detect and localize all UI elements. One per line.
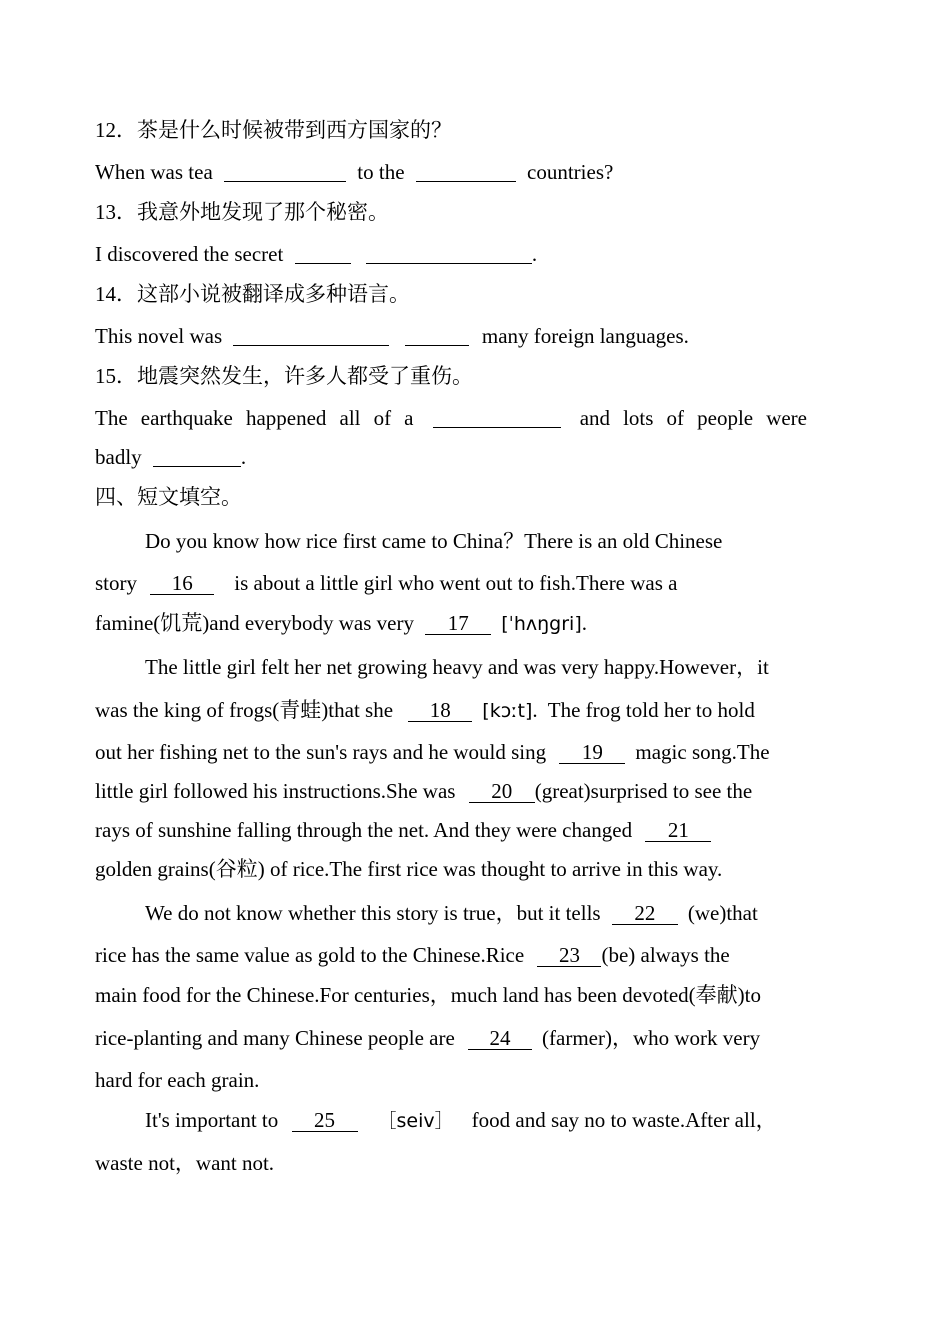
- section-title: 四、短文填空。: [95, 485, 242, 509]
- passage-text: famine(饥荒)and everybody was very 17 [ˈhʌŋgri].: [95, 611, 587, 635]
- passage-text: golden grains(谷粒) of rice.The first rice was thought to arrive in this way.: [95, 857, 723, 881]
- passage-text: out her fishing net to the sun's rays and he would sing 19 magic song.The: [95, 740, 770, 764]
- q14-blank-2[interactable]: [405, 325, 469, 346]
- q14-chinese: 这部小说被翻译成多种语言。: [137, 282, 410, 306]
- q13-blank-2[interactable]: [366, 243, 532, 264]
- q12-prompt: [95, 117, 452, 143]
- blank-21[interactable]: 21: [645, 819, 711, 842]
- passage-text: We do not know whether this story is true，but it tells 22 (we)that: [145, 901, 758, 925]
- passage-text: hard for each grain.: [95, 1068, 260, 1092]
- q14-english: This novel was many foreign languages.: [95, 324, 689, 348]
- q14-number: 14．: [95, 282, 137, 306]
- blank-23[interactable]: 23: [537, 944, 601, 967]
- blank-22[interactable]: 22: [612, 902, 678, 925]
- passage-text: rice has the same value as gold to the Chinese.Rice 23 (be) always the: [95, 943, 730, 967]
- q13-chinese: 我意外地发现了那个秘密。: [137, 200, 389, 224]
- q13-blank-1[interactable]: [295, 243, 351, 264]
- q15-english-line-1: The earthquake happened all of a and lots of people were: [95, 406, 807, 430]
- passage-text: rays of sunshine falling through the net. And they were changed 21: [95, 817, 711, 843]
- passage-text: rice-planting and many Chinese people are 24 (farmer)，who work very: [95, 1026, 761, 1050]
- q13-english: I discovered the secret .: [95, 242, 538, 266]
- q15-prompt: [95, 363, 473, 389]
- q15-number: 15．: [95, 364, 137, 388]
- passage-text: was the king of frogs(青蛙)that she 18 [kɔːt]. The frog told her to hold: [95, 698, 755, 722]
- phonetic-18: [kɔːt]: [482, 700, 533, 722]
- q15-english-line-2: badly .: [95, 445, 247, 469]
- passage-text: waste not，want not.: [95, 1151, 275, 1175]
- q14-blank-1[interactable]: [233, 325, 389, 346]
- q13-prompt: [95, 199, 389, 225]
- passage-text: story 16 is about a little girl who went out to fish.There was a: [95, 571, 678, 595]
- q12-english: When was tea to the countries?: [95, 160, 614, 184]
- passage-text: little girl followed his instructions.She was 20 (great)surprised to see the: [95, 779, 753, 803]
- passage-text: It's important to 25 ［seiv］ food and say no to waste.After all，: [145, 1108, 777, 1132]
- q15-chinese: 地震突然发生，许多人都受了重伤。: [137, 364, 473, 388]
- q12-chinese: 茶是什么时候被带到西方国家的？: [137, 118, 452, 142]
- blank-17[interactable]: 17: [425, 612, 491, 635]
- blank-16[interactable]: 16: [150, 572, 214, 595]
- blank-24[interactable]: 24: [468, 1027, 532, 1050]
- phonetic-17: [ˈhʌŋgri]: [501, 613, 582, 635]
- passage-text: main food for the Chinese.For centuries，much land has been devoted(奉献)to: [95, 983, 761, 1007]
- blank-19[interactable]: 19: [559, 741, 625, 764]
- q12-blank-2[interactable]: [416, 161, 516, 182]
- q13-number: 13．: [95, 200, 137, 224]
- passage-text: The little girl felt her net growing heavy and was very happy.However，it: [145, 655, 769, 679]
- blank-18[interactable]: 18: [408, 699, 472, 722]
- blank-25[interactable]: 25: [292, 1109, 358, 1132]
- blank-20[interactable]: 20: [469, 780, 535, 803]
- q12-blank-1[interactable]: [224, 161, 346, 182]
- phonetic-25: ［seiv］: [377, 1110, 454, 1132]
- q14-prompt: [95, 281, 410, 307]
- passage-text: Do you know how rice first came to China？There is an old Chinese: [145, 529, 723, 553]
- q15-blank-1[interactable]: [433, 407, 561, 428]
- q15-blank-2[interactable]: [153, 446, 241, 467]
- q12-number: 12．: [95, 118, 137, 142]
